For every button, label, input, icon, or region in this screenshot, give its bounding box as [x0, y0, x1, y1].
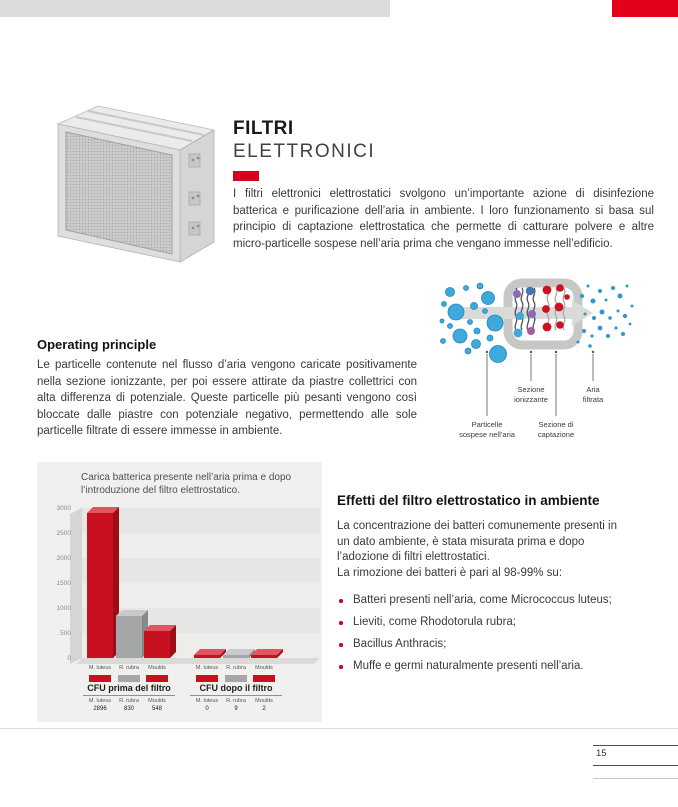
bullet-text: Lieviti, come Rhodotorula rubra; — [353, 616, 516, 628]
chart-table-cell — [242, 698, 286, 713]
chart-table-cell — [135, 698, 179, 713]
y-tick: 2500 — [56, 530, 71, 537]
chart-table-name: Moulds — [148, 698, 166, 704]
page-number: 15 — [596, 748, 607, 759]
diagram-label-captation-2: captazione — [537, 430, 575, 439]
bullet-text: Muffe e germi naturalmente presenti nell’aria. — [353, 660, 584, 672]
title-accent-swatch — [233, 171, 259, 181]
chart-bar — [251, 655, 277, 658]
airflow-diagram — [430, 276, 678, 448]
filter-hinges — [189, 154, 200, 235]
operating-principle-heading: Operating principle — [37, 337, 157, 352]
bacteria-chart-panel — [37, 462, 322, 722]
chart-table-value: 2 — [262, 705, 266, 712]
header-red-bar — [612, 0, 678, 17]
diagram-label-filtered-1: Aria — [586, 385, 600, 394]
y-tick: 1000 — [56, 605, 71, 612]
operating-principle-paragraph: Le particelle contenute nel flusso d’aria vengono caricate positivamente nella sezione ionizzante, per poi essere attirate da piastre collettrici con alta differenza di potenziale. Queste particelle più pesanti vengono così bloccate dalle piastre con potenziale negativo, permettendo alle sole particelle filtrate di essere immesse in ambiente. — [37, 359, 417, 437]
bullet-dot-icon — [339, 621, 343, 625]
effects-heading: Effetti del filtro elettrostatico in ambiente — [337, 493, 600, 508]
chart-table-name: R. rubra — [119, 698, 139, 704]
diagram-label-filtered-2: filtrata — [582, 395, 604, 404]
diagram-label-particles-2: sospese nell’aria — [459, 430, 515, 439]
bullet-dot-icon — [339, 643, 343, 647]
chart-table-name: M. luteus — [88, 698, 112, 704]
effects-bullet-list — [337, 594, 655, 673]
chart-axis-wall — [70, 508, 82, 664]
chart-floor — [76, 658, 320, 664]
y-tick: 3000 — [56, 505, 71, 512]
intro-paragraph: I filtri elettronici elettrostatici svolgono un’importante azione di disinfezione batterica e purificazione dell’aria in ambiente. I loro funzionamento si basa sul principio di captazione elettrostatica che permette di catturare polvere e altre micro-particelle sospese nell’aria prima che vengano immesse nell’edificio. — [233, 188, 654, 250]
page-title: FILTRI — [233, 118, 294, 139]
y-tick: 0 — [67, 655, 71, 662]
x-axis-label: Moulds — [255, 665, 273, 671]
footer-line-shadow — [593, 778, 678, 779]
chart-table-name: R. rubra — [226, 698, 246, 704]
diagram-label-ionizing-2: ionizzante — [514, 395, 548, 404]
y-tick: 2000 — [56, 555, 71, 562]
bar-color-swatch — [196, 675, 218, 682]
x-axis-label: R. rubra — [226, 665, 246, 671]
bullet-text: Batteri presenti nell’aria, come Micrococcus luteus; — [353, 594, 612, 606]
bullet-dot-icon — [339, 599, 343, 603]
product-photo-electrostatic-filter — [42, 96, 220, 276]
chart-table-name: M. luteus — [195, 698, 219, 704]
chart-bar — [194, 655, 220, 658]
diagram-label-particles-1: Particelle — [471, 420, 503, 429]
chart-table-value: 9 — [234, 705, 238, 712]
group-underline — [83, 695, 175, 696]
chart-bar — [116, 616, 142, 658]
group-underline — [190, 695, 282, 696]
chart-bar — [144, 631, 170, 658]
bullet-item — [337, 594, 655, 607]
bullet-item — [337, 638, 655, 651]
bar-color-swatch — [118, 675, 140, 682]
chart-group-title: CFU prima del filtro — [87, 683, 171, 693]
diagram-label-ionizing-1: Sezione — [517, 385, 545, 394]
chart-table-value: 548 — [151, 705, 162, 712]
effects-followup: La rimozione dei batteri è pari al 98-99% su: — [337, 566, 563, 579]
chart-bar — [87, 513, 113, 658]
bar-color-swatch — [253, 675, 275, 682]
bar-color-swatch — [146, 675, 168, 682]
bullet-text: Bacillus Anthracis; — [353, 638, 447, 650]
y-tick: 500 — [60, 630, 71, 637]
bullet-item — [337, 616, 655, 629]
bar-color-swatch — [225, 675, 247, 682]
suspended-particles-icon — [440, 283, 507, 363]
footer-line-top — [593, 745, 678, 746]
effects-paragraph: La concentrazione dei batteri comunemente presenti in un dato ambiente, è stata misurata prima e dopo l’adozione di filtri elettrostatici. — [337, 520, 618, 563]
bullet-dot-icon — [339, 665, 343, 669]
chart-table-value: 830 — [123, 705, 134, 712]
chart-table-name: Moulds — [255, 698, 273, 704]
chart-group-title: CFU dopo il filtro — [199, 683, 273, 693]
x-axis-label: M. luteus — [88, 665, 112, 671]
page-subtitle: ELETTRONICI — [233, 141, 376, 162]
bullet-item — [337, 660, 655, 673]
chart-bar — [223, 655, 249, 658]
footer-rule — [0, 728, 678, 729]
chart-table-value: 0 — [205, 705, 209, 712]
footer-line-bottom — [593, 765, 678, 766]
y-tick: 1500 — [56, 580, 71, 587]
x-axis-label: Moulds — [148, 665, 166, 671]
header-gray-bar — [0, 0, 390, 17]
x-axis-label: R. rubra — [119, 665, 139, 671]
chart-table-value: 2896 — [93, 705, 107, 712]
bar-color-swatch — [89, 675, 111, 682]
chart-title: Carica batterica presente nell’aria prima e dopo l’introduzione del filtro elettrostatico. — [81, 472, 292, 496]
x-axis-label: M. luteus — [195, 665, 219, 671]
diagram-label-captation-1: Sezione di — [538, 420, 574, 429]
